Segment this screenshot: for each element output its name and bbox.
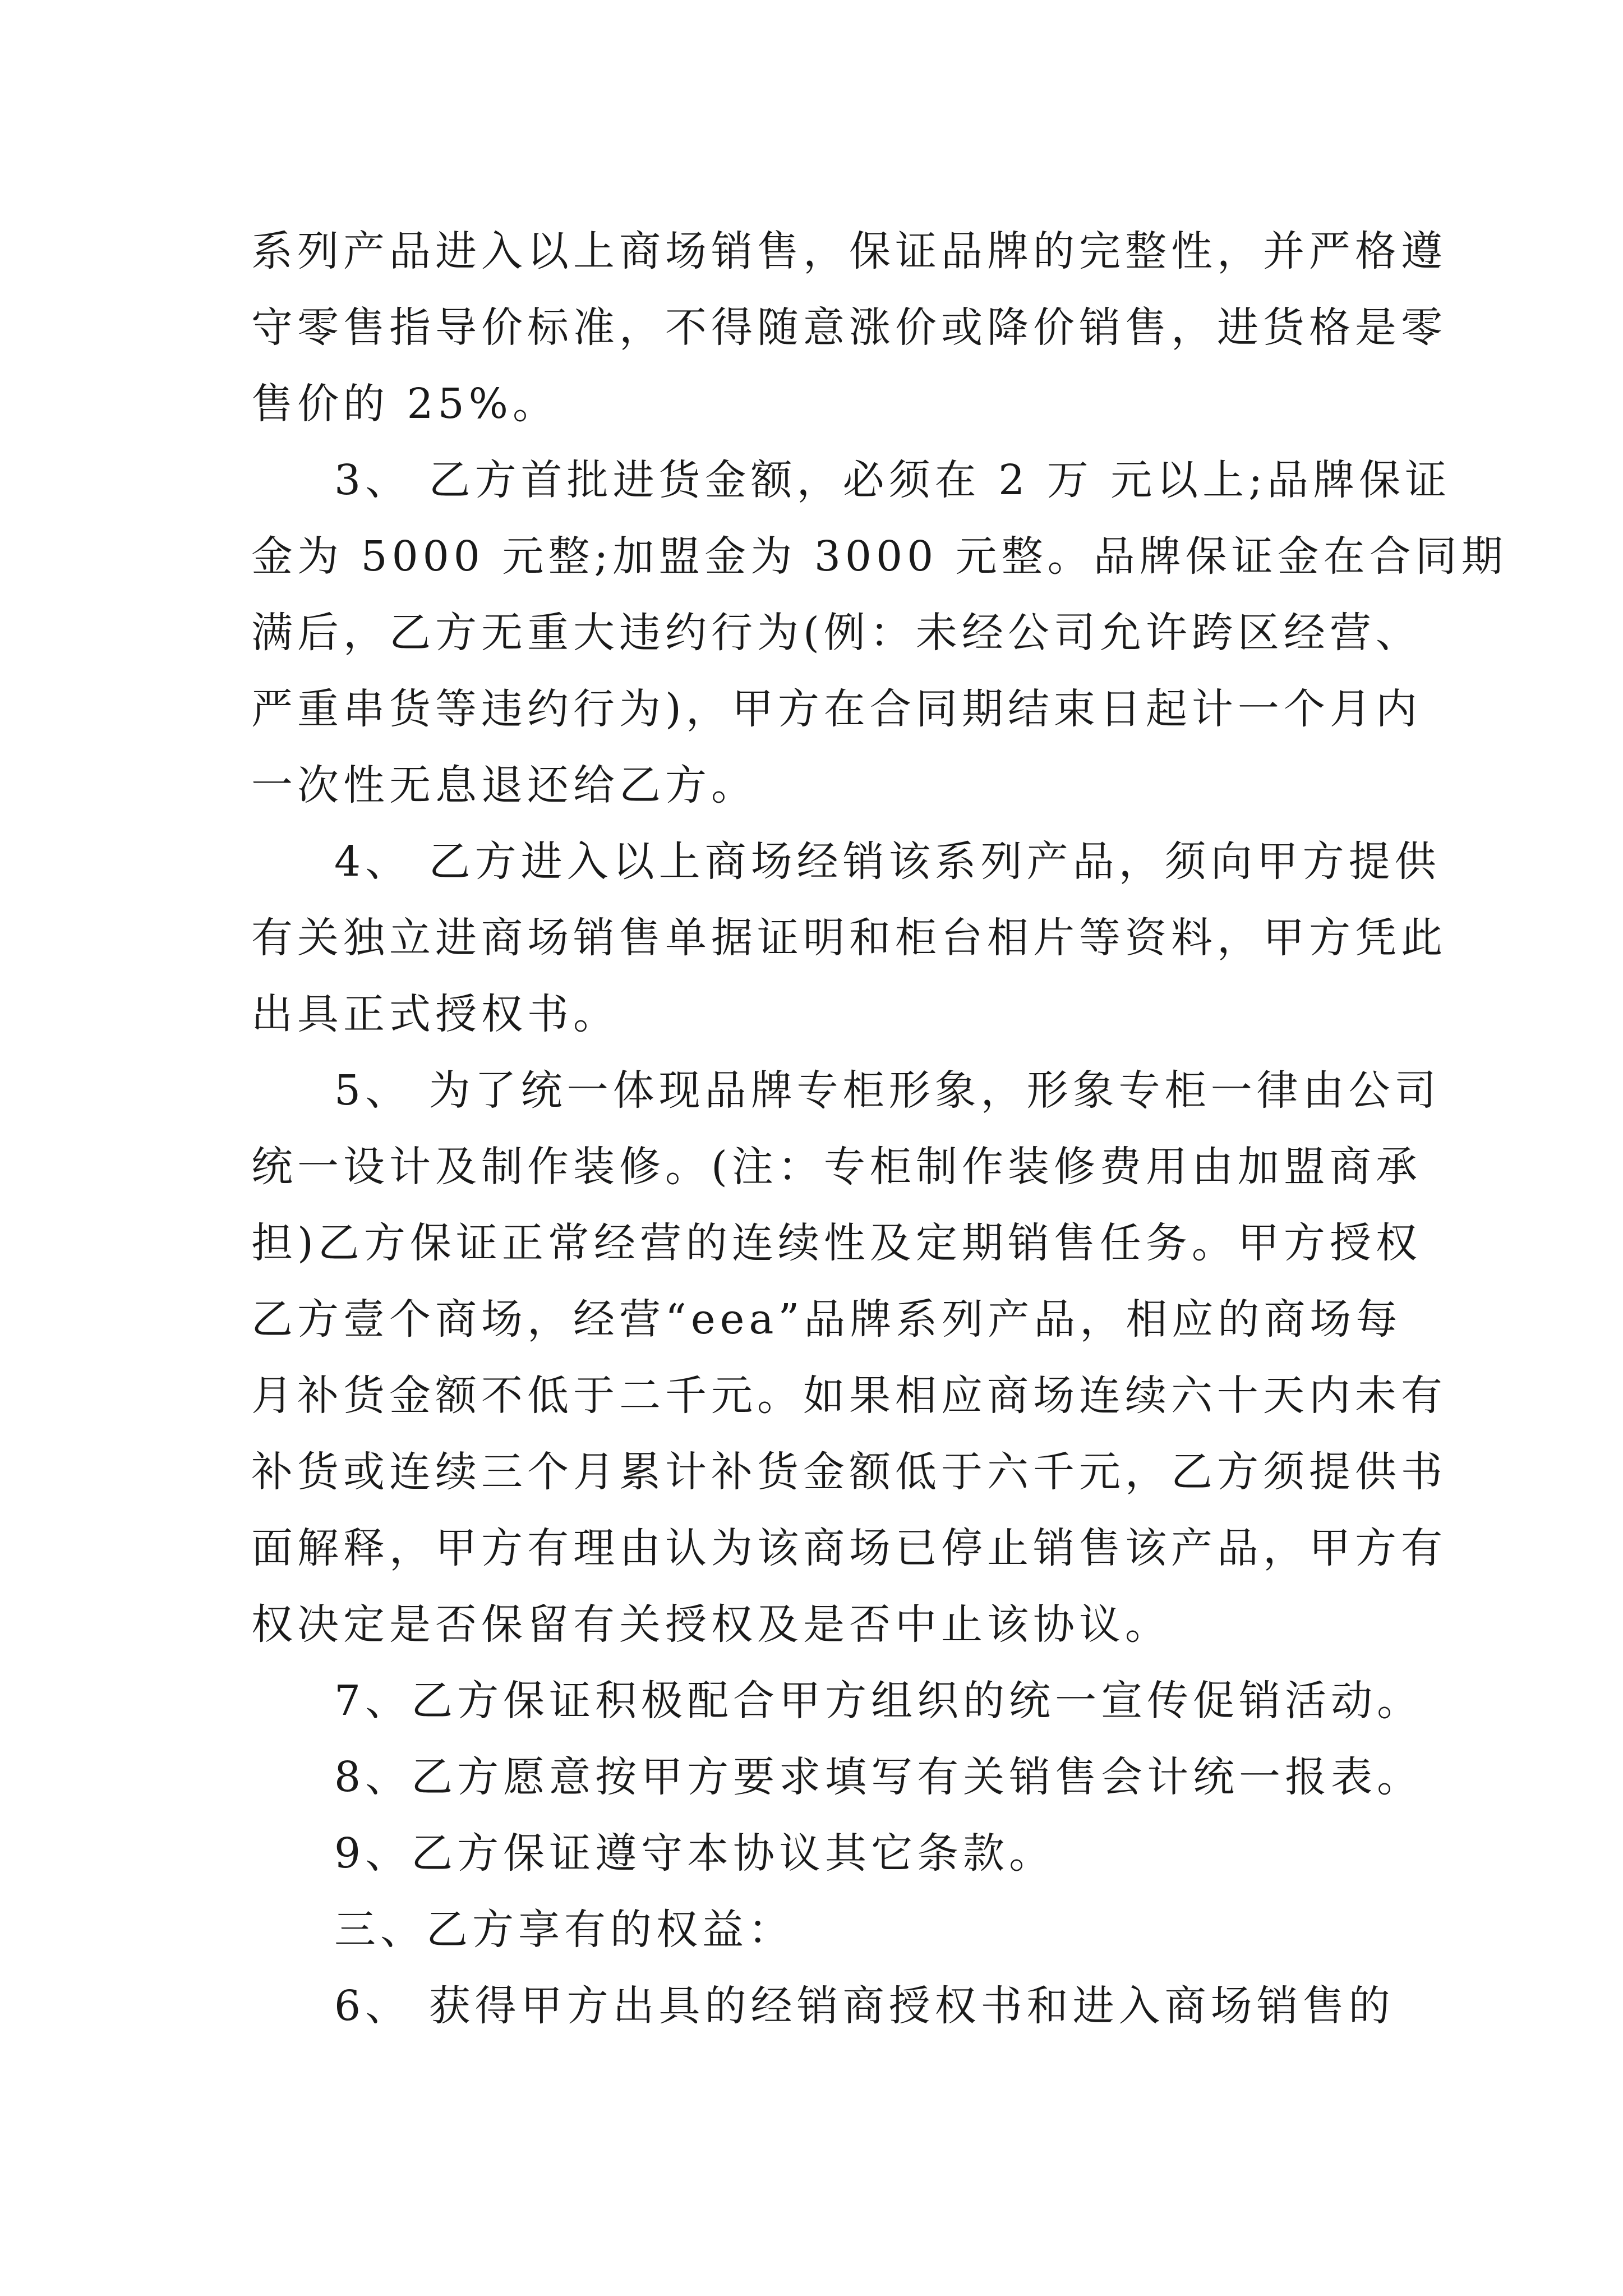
- text-line: 一次性无息退还给乙方。: [251, 761, 757, 809]
- text-line: 月补货金额不低于二千元。如果相应商场连续六十天内未有: [251, 1372, 1447, 1420]
- text-line: 售价的 25%。: [251, 380, 559, 428]
- text-line: 守零售指导价标准，不得随意涨价或降价销售，进货格是零: [251, 303, 1447, 352]
- text-line: 担)乙方保证正常经营的连续性及定期销售任务。甲方授权: [251, 1219, 1422, 1267]
- text-line: 严重串货等违约行为)，甲方在合同期结束日起计一个月内: [251, 685, 1422, 733]
- clause-4-line: 4、 乙方进入以上商场经销该系列产品，须向甲方提供: [334, 838, 1441, 886]
- text-line: 有关独立进商场销售单据证明和柜台相片等资料，甲方凭此: [251, 914, 1447, 962]
- text-line: 系列产品进入以上商场销售，保证品牌的完整性，并严格遵: [251, 227, 1447, 275]
- clause-6-line: 6、 获得甲方出具的经销商授权书和进入商场销售的: [334, 1982, 1395, 2030]
- clause-5-line: 5、 为了统一体现品牌专柜形象，形象专柜一律由公司: [334, 1066, 1441, 1115]
- clause-8-line: 8、乙方愿意按甲方要求填写有关销售会计统一报表。: [334, 1753, 1423, 1801]
- text-line: 面解释，甲方有理由认为该商场已停止销售该产品，甲方有: [251, 1524, 1447, 1572]
- document-page: [251, 213, 1507, 2044]
- clause-3-line: 3、 乙方首批进货金额，必须在 2 万 元以上;品牌保证: [334, 456, 1451, 504]
- text-line: 金为 5000 元整;加盟金为 3000 元整。品牌保证金在合同期: [251, 532, 1507, 581]
- text-line: 出具正式授权书。: [251, 990, 619, 1038]
- clause-9-line: 9、乙方保证遵守本协议其它条款。: [334, 1829, 1055, 1878]
- section-heading: 三、乙方享有的权益：: [334, 1906, 794, 1954]
- clause-7-line: 7、乙方保证积极配合甲方组织的统一宣传促销活动。: [334, 1677, 1423, 1725]
- text-line: 乙方壹个商场，经营“eea”品牌系列产品，相应的商场每: [251, 1295, 1402, 1343]
- text-line: 满后，乙方无重大违约行为(例：未经公司允许跨区经营、: [251, 609, 1422, 657]
- text-line: 权决定是否保留有关授权及是否中止该协议。: [251, 1600, 1171, 1649]
- text-line: 统一设计及制作装修。(注：专柜制作装修费用由加盟商承: [251, 1143, 1422, 1191]
- text-line: 补货或连续三个月累计补货金额低于六千元，乙方须提供书: [251, 1448, 1447, 1496]
